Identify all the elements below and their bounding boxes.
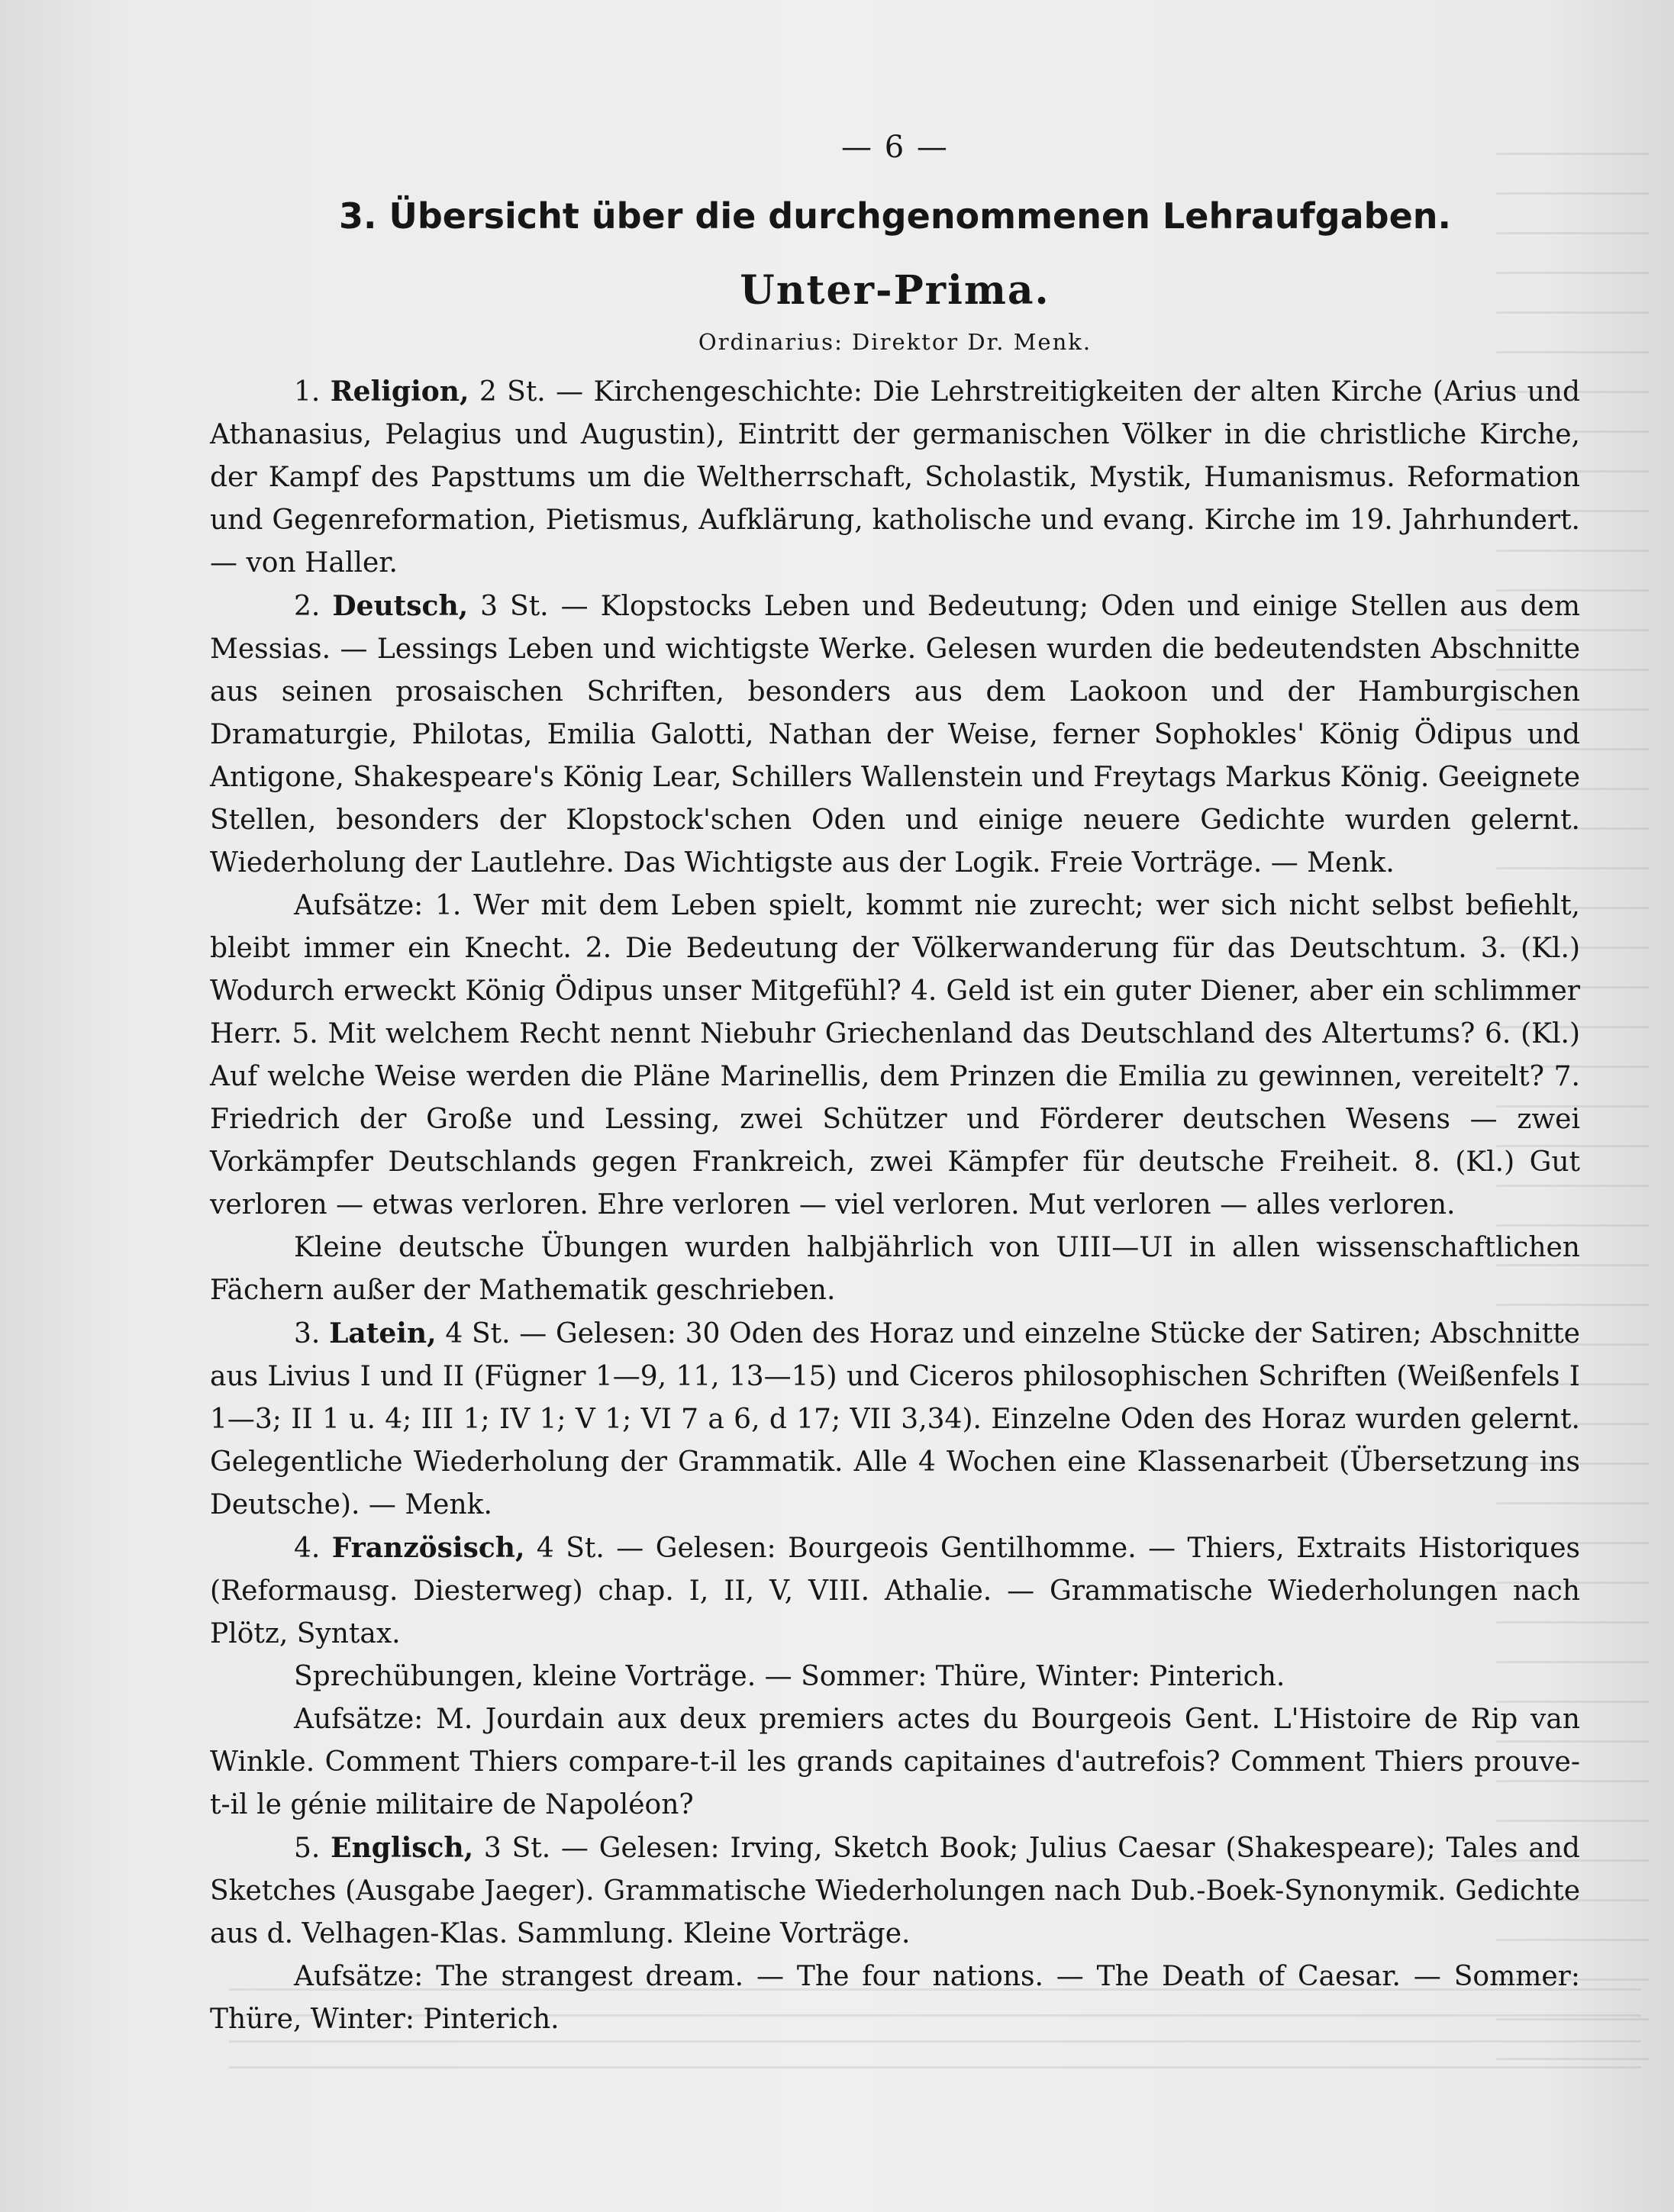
page-number: — 6 — <box>841 130 949 165</box>
section-heading: 3. Übersicht über die durchgenommenen Lehraufgaben. <box>339 195 1451 237</box>
religion-paragraph <box>210 370 1580 585</box>
ordinarius-line: Ordinarius: Direktor Dr. Menk. <box>698 329 1092 355</box>
englisch-number: 5. <box>294 1833 321 1864</box>
englisch-subject: Englisch, <box>331 1832 474 1864</box>
deutsch-paragraph <box>210 585 1580 885</box>
franzoesisch-aufsaetze: Aufsätze: M. Jourdain aux deux premiers actes du Bourgeois Gent. L'Histoire de Rip van Winkle. Comment Thiers compare-t-il les grands capitaines d'autrefois? Comment Thiers prouve-t-il le génie militaire de Napoléon? <box>210 1704 1580 1820</box>
englisch-aufsaetze: Aufsätze: The strangest dream. — The four nations. — The Death of Caesar. — Sommer: Thüre, Winter: Pinterich. <box>210 1961 1580 2035</box>
deutsch-subject: Deutsch, <box>332 590 469 622</box>
latein-paragraph <box>210 1312 1580 1527</box>
franzoesisch-sprechuebungen: Sprechübungen, kleine Vorträge. — Sommer: Thüre, Winter: Pinterich. <box>294 1661 1285 1692</box>
latein-subject: Latein, <box>329 1317 437 1349</box>
deutsch-text: 3 St. — Klopstocks Leben und Bedeutung; Oden und einige Stellen aus dem Messias. — Lessings Leben und wichtigste Werke. Gelesen wurden die bedeutendsten Abschnitte aus seinen prosaischen Schriften, besonders aus dem Laokoon und der Hamburgischen Dramaturgie, Philotas, Emilia Galotti, Nathan der Weise, ferner Sophokles' König Ödipus und Antigone, Shakespeare's König Lear, Schillers Wallenstein und Freytags Markus König. Geeignete Stellen, besonders der Klopstock'schen Oden und einige neuere Gedichte wurden gelernt. Wiederholung der Lautlehre. Das Wichtigste aus der Logik. Freie Vorträge. — Menk. <box>210 591 1580 879</box>
franzoesisch-subject: Französisch, <box>331 1532 525 1564</box>
text-block <box>210 130 1580 2041</box>
religion-number: 1. <box>294 376 321 408</box>
deutsch-aufsaetze: Aufsätze: 1. Wer mit dem Leben spielt, kommt nie zurecht; wer sich nicht selbst befiehlt, bleibt immer ein Knecht. 2. Die Bedeutung der Völkerwanderung für das Deutschtum. 3. (Kl.) Wodurch erweckt König Ödipus unser Mitgefühl? 4. Geld ist ein guter Diener, aber ein schlimmer Herr. 5. Mit welchem Recht nennt Niebuhr Griechenland das Deutschland des Altertums? 6. (Kl.) Auf welche Weise werden die Pläne Marinellis, dem Prinzen die Emilia zu gewinnen, vereitelt? 7. Friedrich der Große und Lessing, zwei Schützer und Förderer deutschen Wesens — zwei Vorkämpfer Deutschlands gegen Frankreich, zwei Kämpfer für deutsche Freiheit. 8. (Kl.) Gut verloren — etwas verloren. Ehre verloren — viel verloren. Mut verloren — alles verloren. <box>210 890 1580 1220</box>
latein-number: 3. <box>294 1318 321 1349</box>
latein-text: 4 St. — Gelesen: 30 Oden des Horaz und einzelne Stücke der Satiren; Abschnitte aus Livius I und II (Fügner 1—9, 11, 13—15) und Ciceros philosophischen Schriften (Weißenfels I 1—3; II 1 u. 4; III 1; IV 1; V 1; VI 7 a 6, d 17; VII 3,34). Einzelne Oden des Horaz wurden gelernt. Gelegentliche Wiederholung der Grammatik. Alle 4 Wochen eine Klassenarbeit (Übersetzung ins Deutsche). — Menk. <box>210 1318 1580 1520</box>
franzoesisch-text: 4 St. — Gelesen: Bourgeois Gentilhomme. — Thiers, Extraits Historiques (Reformausg. Diesterweg) chap. I, II, V, VIII. Athalie. — Grammatische Wiederholungen nach Plötz, Syntax. <box>210 1533 1580 1649</box>
class-title: Unter-Prima. <box>740 267 1050 314</box>
franzoesisch-number: 4. <box>294 1533 321 1564</box>
religion-subject: Religion, <box>330 376 469 408</box>
deutsch-uebungen: Kleine deutsche Übungen wurden halbjährlich von UIII—UI in allen wissenschaftlichen Fächern außer der Mathematik geschrieben. <box>210 1232 1580 1306</box>
religion-text: 2 St. — Kirchengeschichte: Die Lehrstreitigkeiten der alten Kirche (Arius und Athanasius, Pelagius und Augustin), Eintritt der germanischen Völker in die christliche Kirche, der Kampf des Papsttums um die Weltherrschaft, Scholastik, Mystik, Humanismus. Reformation und Gegenreformation, Pietismus, Aufklärung, katholische und evang. Kirche im 19. Jahrhundert. — von Haller. <box>210 376 1580 579</box>
deutsch-number: 2. <box>294 591 321 622</box>
englisch-text: 3 St. — Gelesen: Irving, Sketch Book; Julius Caesar (Shakespeare); Tales and Sketches (Ausgabe Jaeger). Grammatische Wiederholungen nach Dub.-Boek-Synonymik. Gedichte aus d. Velhagen-Klas. Sammlung. Kleine Vorträge. <box>210 1833 1580 1949</box>
franzoesisch-paragraph <box>210 1527 1580 1656</box>
englisch-paragraph <box>210 1827 1580 1956</box>
